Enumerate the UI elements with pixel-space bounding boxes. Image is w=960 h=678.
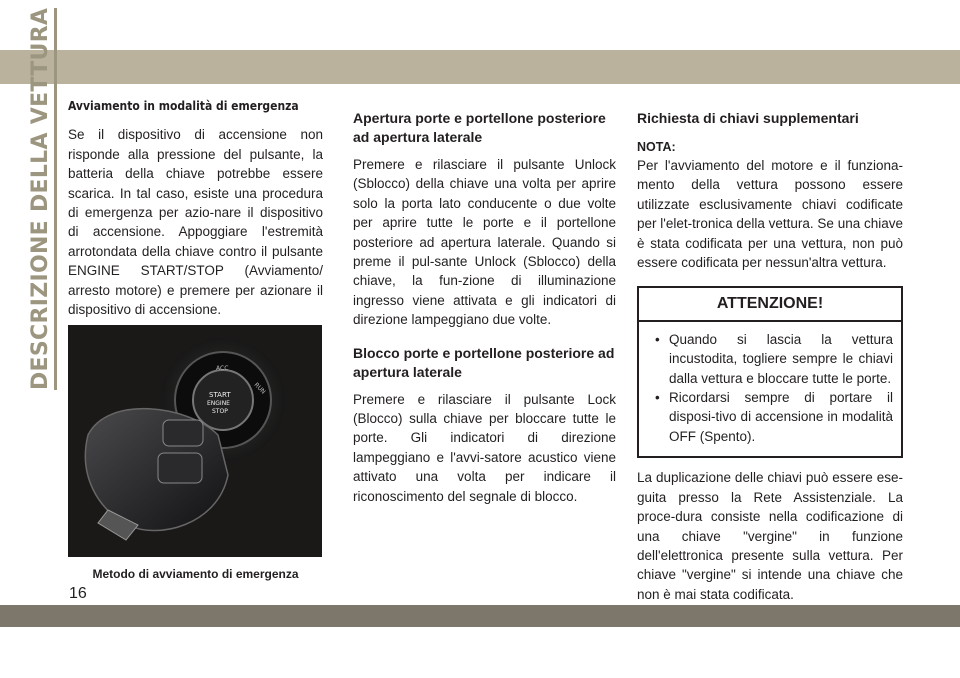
photo-label-stop: STOP: [212, 408, 228, 416]
warning-title: ATTENZIONE!: [639, 288, 901, 321]
footer-band: [0, 605, 960, 627]
paragraph-emergency-start: Se il dispositivo di accensione non risponde alla pressione del pulsante, la batteria della chiave potrebbe essere scarica. In tal caso, esiste una procedura di emergenza per azio-nare il dispositivo di accensione. Appoggiare l'estremità arrotondata della chiave contro il pulsante ENGINE START/STOP (Avviamento/ arresto motore) e premere per azionare il dispositivo di accensione.: [68, 127, 323, 318]
note-label: NOTA:: [637, 140, 676, 154]
photo-label-engine: ENGINE: [207, 400, 230, 408]
column-1: [68, 95, 323, 585]
column-3: [637, 95, 903, 604]
column-2: [353, 95, 616, 506]
subheading-emergency-start: Avviamento in modalità di emergenza: [68, 99, 299, 113]
note-text: Per l'avviamento del motore e il funziona-mento della vettura possono essere utilizzate esclusivamente chiavi codificate per l'elet-tronica della vettura. Se una chiave è stata codificata per una vettura, non può essere codificata per nessun'altra vettura.: [637, 158, 903, 271]
photo-label-run: RUN: [252, 381, 267, 397]
warning-list: [639, 328, 901, 456]
section-side-title: DESCRIZIONE DELLA VETTURA: [28, 100, 58, 390]
paragraph-duplication: La duplicazione delle chiavi può essere ese-guita presso la Rete Assistenziale. La proce-dura consiste nella codificazione di una chiave "vergine" in funzione dell'elettronica presente sulla vettura. Per chiave "vergine" si intende una chiave che non è mai stata codificata.: [637, 470, 903, 602]
paragraph-unlock: Premere e rilasciare il pulsante Unlock (Sblocco) della chiave una volta per aprire solo la porta lato conducente o due volte per aprire tutte le porte e il portellone posteriore ad apertura laterale. Quando si preme il pul-sante Unlock (Sblocco) della chiave, la fun-zione di illuminazione ingresso viene attivata e gli indicatori di direzione lampeggiano due volte.: [353, 157, 616, 328]
heading-extra-keys: Richiesta di chiavi supplementari: [637, 110, 859, 126]
photo-label-acc: ACC: [216, 365, 229, 373]
photo-label-start: START: [209, 391, 231, 400]
warning-box: [637, 286, 903, 458]
page-number: 16: [69, 585, 87, 602]
photo-caption: Metodo di avviamento di emergenza: [92, 567, 299, 582]
key-fob-image: [68, 325, 322, 557]
heading-lock: Blocco porte e portellone posteriore ad apertura laterale: [353, 344, 615, 380]
paragraph-lock: Premere e rilasciare il pulsante Lock (Blocco) sulla chiave per bloccare tutte le porte. Gli indicatori di direzione lampeggiano e l'avvi-satore acustico viene attivato una volta per indicare il riconoscimento del segnale di blocco.: [353, 391, 616, 504]
header-band: [0, 50, 960, 84]
warning-item: • Ricordarsi sempre di portare il disposi-tivo di accensione in modalità OFF (Spento).: [669, 388, 893, 446]
warning-item: • Quando si lascia la vettura incustodita, togliere sempre le chiavi dalla vettura e bloccare tutte le porte.: [669, 330, 893, 388]
emergency-start-photo: [68, 325, 322, 557]
heading-unlock: Apertura porte e portellone posteriore ad apertura laterale: [353, 110, 606, 145]
